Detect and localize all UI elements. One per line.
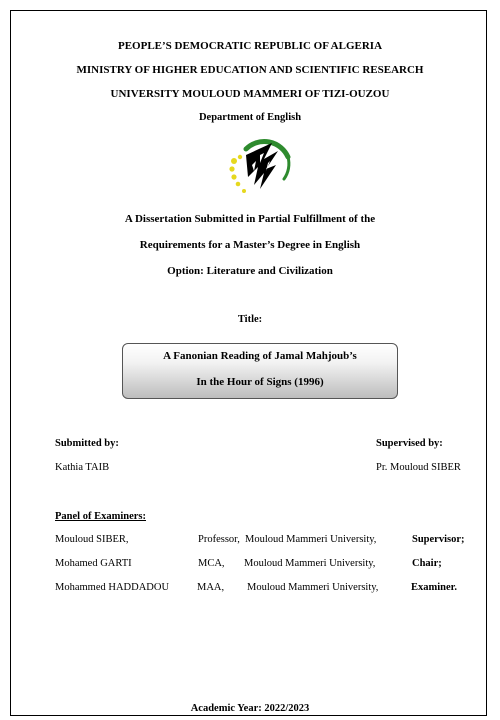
student-name: Kathia TAIB	[55, 462, 110, 473]
title-line-1: A Fanonian Reading of Jamal Mahjoub’s	[163, 350, 357, 362]
panel-label: Panel of Examiners:	[55, 511, 146, 522]
examiner-role: Supervisor;	[412, 534, 465, 545]
dissertation-option: Option: Literature and Civilization	[167, 265, 333, 277]
supervisor-name: Pr. Mouloud SIBER	[376, 462, 461, 473]
examiner-name: Mohammed HADDADOU	[55, 582, 170, 593]
examiner-affiliation: Mouloud Mammeri University,	[245, 534, 377, 545]
examiner-role: Chair;	[412, 558, 442, 569]
examiner-role: Examiner.	[411, 582, 457, 593]
country-heading: PEOPLE’S DEMOCRATIC REPUBLIC OF ALGERIA	[117, 40, 383, 52]
ministry-heading: MINISTRY OF HIGHER EDUCATION AND SCIENTIFIC RESEARCH	[76, 64, 424, 76]
examiner-name: Mohamed GARTI	[55, 558, 132, 569]
examiner-name: Mouloud SIBER,	[55, 534, 129, 545]
examiner-rank: Professor,	[198, 534, 240, 545]
submitted-by-label: Submitted by:	[55, 438, 119, 449]
university-heading: UNIVERSITY MOULOUD MAMMERI OF TIZI-OUZOU	[110, 88, 390, 100]
examiner-rank: MCA,	[198, 558, 225, 569]
dissertation-line-2: Requirements for a Master’s Degree in English	[139, 239, 361, 251]
academic-year: Academic Year: 2022/2023	[190, 703, 310, 714]
examiner-affiliation: Mouloud Mammeri University,	[247, 582, 379, 593]
supervised-by-label: Supervised by:	[376, 438, 443, 449]
title-box	[122, 343, 398, 399]
examiner-affiliation: Mouloud Mammeri University,	[244, 558, 376, 569]
dissertation-line-1: A Dissertation Submitted in Partial Fulfillment of the	[124, 213, 376, 225]
university-logo-icon	[226, 135, 296, 199]
examiner-rank: MAA,	[197, 582, 225, 593]
department-heading: Department of English	[198, 112, 302, 123]
title-line-2: In the Hour of Signs (1996)	[196, 376, 324, 388]
title-label: Title:	[237, 314, 263, 325]
